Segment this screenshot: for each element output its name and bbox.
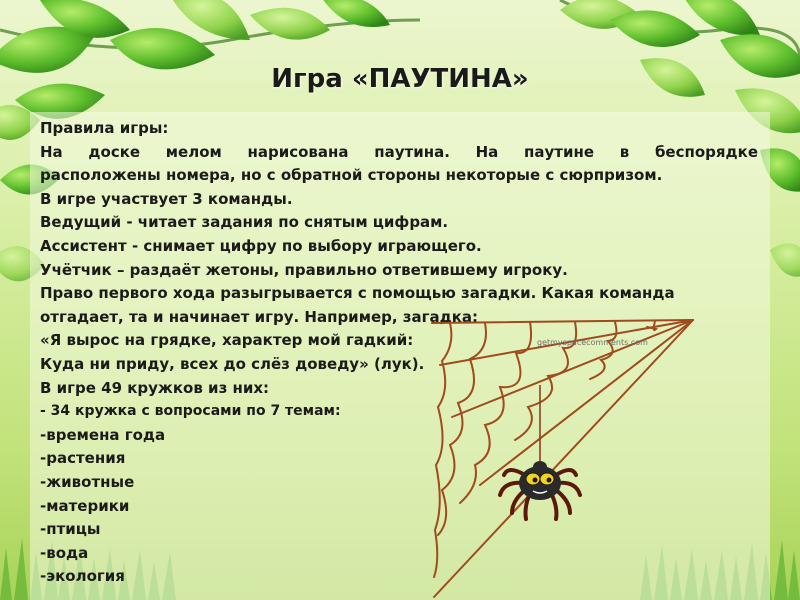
slide-title: Игра «ПАУТИНА» (271, 64, 529, 94)
body-line: -растения (40, 449, 126, 468)
body-line: Учётчик – раздаёт жетоны, правильно ответившему игроку. (40, 260, 568, 279)
body-line: -птицы (40, 520, 101, 539)
body-line: -материки (40, 496, 130, 515)
body-line: -животные (40, 472, 135, 491)
body-line: расположены номера, но с обратной стороны некоторые с сюрпризом. (40, 166, 663, 185)
body-line: отгадает, та и начинает игру. Например, загадка: (40, 307, 478, 326)
body-line: - 34 кружка с вопросами по 7 темам: (40, 403, 341, 420)
body-line: -вода (40, 543, 89, 562)
body-line: Право первого хода разыгрывается с помощью загадки. Какая команда (40, 284, 675, 303)
body-line: -экология (40, 567, 125, 586)
body-line: На доске мелом нарисована паутина. На паутине в беспорядке (40, 142, 758, 161)
body-line: -времена года (40, 425, 166, 444)
body-line: «Я вырос на грядке, характер мой гадкий: (40, 331, 414, 350)
spider-icon (500, 461, 580, 519)
body-line: Ассистент - снимает цифру по выбору играющего. (40, 236, 482, 255)
body-line: Ведущий - читает задания по снятым цифрам. (40, 213, 449, 232)
body-line: В игре 49 кружков из них: (40, 378, 270, 397)
spider-web-icon (430, 315, 700, 600)
watermark: getmyspacecomments.com (537, 338, 648, 347)
body-line: Куда ни приду, всех до слёз доведу» (лук). (40, 354, 425, 373)
body-line: В игре участвует 3 команды. (40, 189, 293, 208)
body-line: Правила игры: (40, 119, 169, 137)
